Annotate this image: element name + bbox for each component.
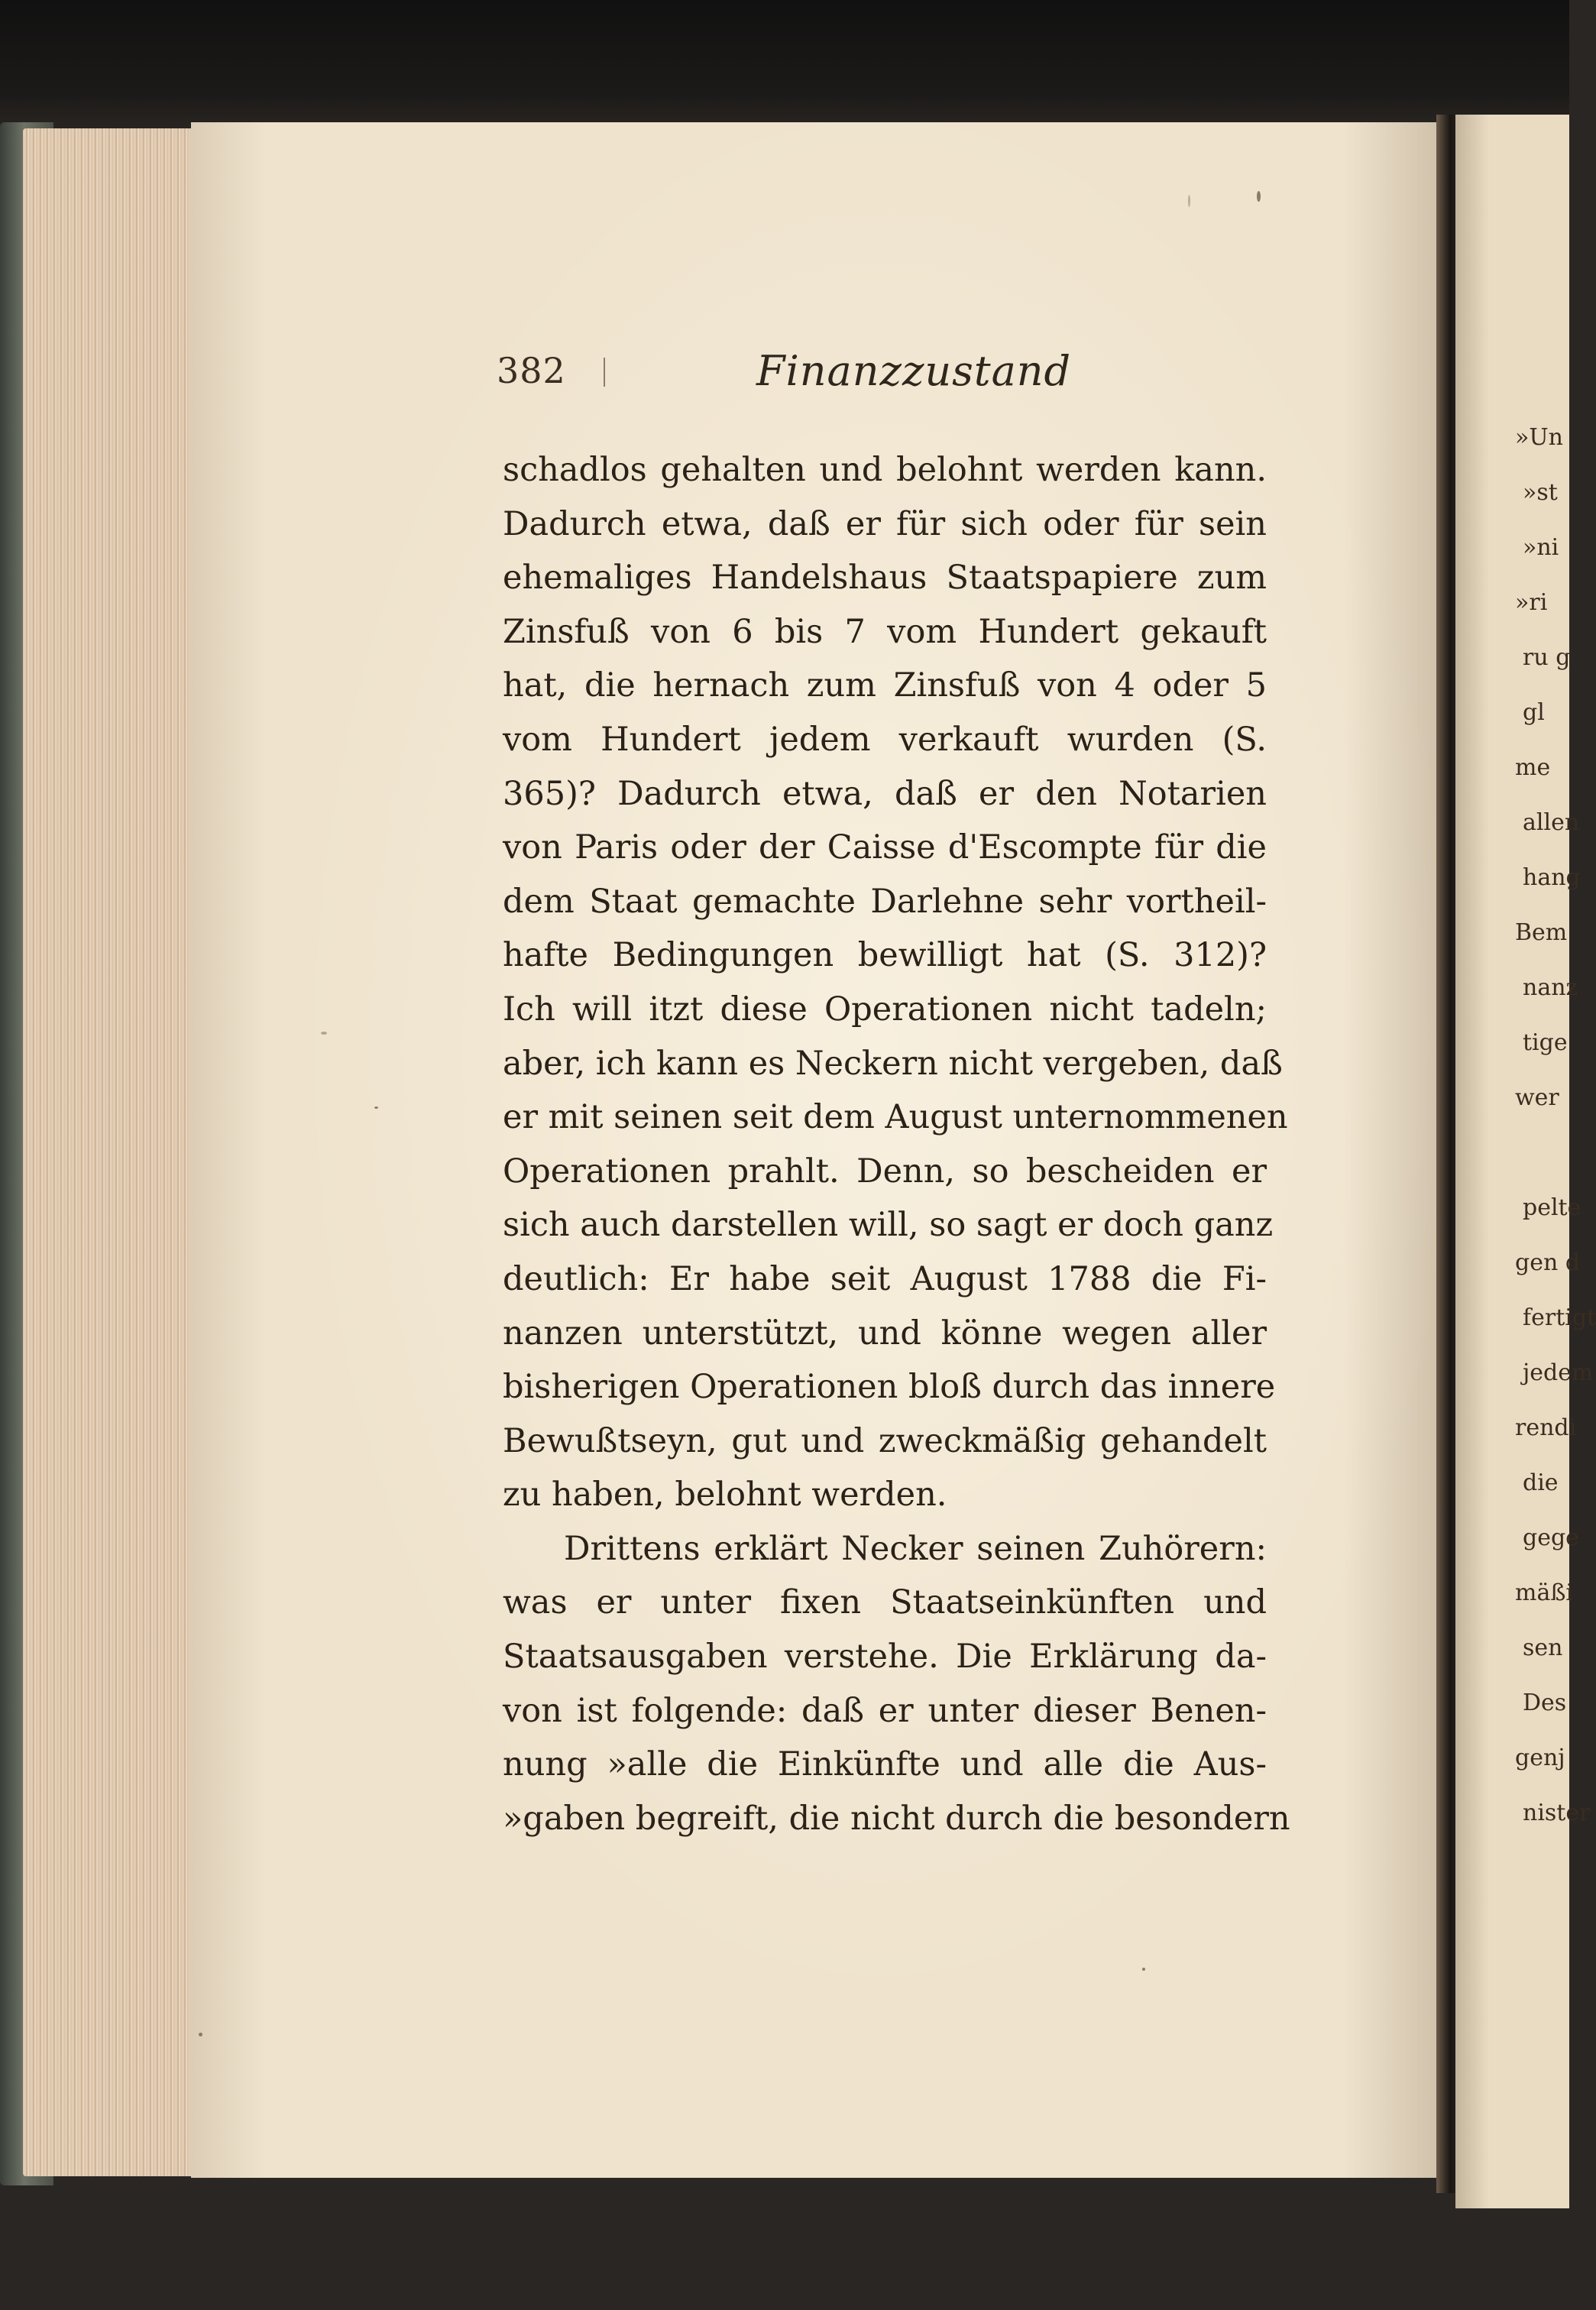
facing-page-fragment: allen [1523,809,1580,836]
text-line: hat, die hernach zum Zinsfuß von 4 oder 5 [503,666,1267,705]
facing-page-fragment: fertigt [1523,1304,1596,1331]
facing-page-fragment: nanz [1523,974,1578,1001]
text-line: Dadurch etwa, daß er für sich oder für sein [503,504,1267,543]
facing-page-fragment: me [1515,754,1551,781]
facing-page-fragment: »ri [1515,589,1548,616]
page-edges [23,128,199,2176]
running-head [497,347,1261,403]
text-line: ehemaliges Handelshaus Staatspapiere zum [503,559,1267,598]
text-line: hafte Bedingungen bewilligt hat (S. 312)? [503,936,1267,975]
text-line: Ich will itzt diese Operationen nicht tadeln; [503,990,1267,1029]
facing-page-fragment: gege [1523,1524,1579,1551]
facing-page-fragment: »st [1523,479,1558,506]
text-line: bisherigen Operationen bloß durch das innere [503,1368,1276,1407]
background-shadow [0,0,1569,134]
facing-page-fragment [1523,1139,1572,1174]
text-line: er mit seinen seit dem August unternommenen [503,1098,1288,1137]
head-divider [604,358,605,387]
body-text [503,443,1290,1845]
text-line: deutlich: Er habe seit August 1788 die Fi- [503,1259,1267,1298]
text-line: 365)? Dadurch etwa, daß er den Notarien [503,774,1267,813]
facing-page-fragment: Des [1523,1690,1567,1716]
text-line: aber, ich kann es Neckern nicht vergeben, daß [503,1044,1283,1083]
text-line: Zinsfuß von 6 bis 7 vom Hundert gekauft [503,612,1267,651]
text-line: zu haben, belohnt werden. [503,1476,947,1515]
text-line: Operationen prahlt. Denn, so bescheiden er [503,1152,1267,1191]
text-line: nung »alle die Einkünfte und alle die Aus- [503,1745,1267,1784]
page-number: 382 [497,350,566,391]
facing-page-fragment: die [1523,1469,1559,1496]
text-line: Bewußtseyn, gut und zweckmäßig gehandelt [503,1421,1267,1460]
text-line: »gaben begreift, die nicht durch die besondern [503,1799,1290,1838]
text-line: von ist folgende: daß er unter dieser Benen- [503,1691,1267,1730]
facing-page-fragment: gen d [1515,1249,1581,1276]
text-line: nanzen unterstützt, und könne wegen aller [503,1314,1267,1353]
text-line: Drittens erklärt Necker seinen Zuhörern: [564,1529,1267,1568]
facing-page-fragment: rendi [1515,1414,1577,1441]
facing-page-fragment: ru g [1523,644,1571,671]
text-line: schadlos gehalten und belohnt werden kann. [503,451,1267,489]
facing-page-fragment: sen [1523,1634,1563,1661]
facing-page-fragment: genj [1515,1745,1565,1771]
text-line: sich auch darstellen will, so sagt er doch ganz [503,1206,1274,1245]
facing-page-fragment: gl [1523,699,1545,726]
facing-page-fragment: »ni [1523,534,1559,561]
facing-page-fragment: hang [1523,864,1581,891]
text-line: dem Staat gemachte Darlehne sehr vortheil- [503,882,1267,921]
text-line: was er unter fixen Staatseinkünften und [503,1583,1267,1622]
text-line: von Paris oder der Caisse d'Escompte für die [503,828,1267,867]
facing-page-fragment: Bem [1515,919,1568,946]
running-title: Finanzzustand [756,347,1072,395]
facing-page-fragment: tige [1523,1029,1568,1056]
facing-page-fragment: mäßi [1515,1579,1573,1606]
facing-page-fragment: wer [1515,1084,1559,1111]
facing-page-fragment: jedem [1523,1359,1594,1386]
facing-page [1455,115,1596,2208]
text-line: Staatsausgaben verstehe. Die Erklärung da- [503,1638,1267,1677]
text-line: vom Hundert jedem verkauft wurden (S. [503,720,1267,759]
facing-page-fragment: nister [1523,1800,1591,1826]
facing-page-fragment: »Un [1515,424,1563,451]
facing-page-fragment: pelte [1523,1194,1581,1221]
